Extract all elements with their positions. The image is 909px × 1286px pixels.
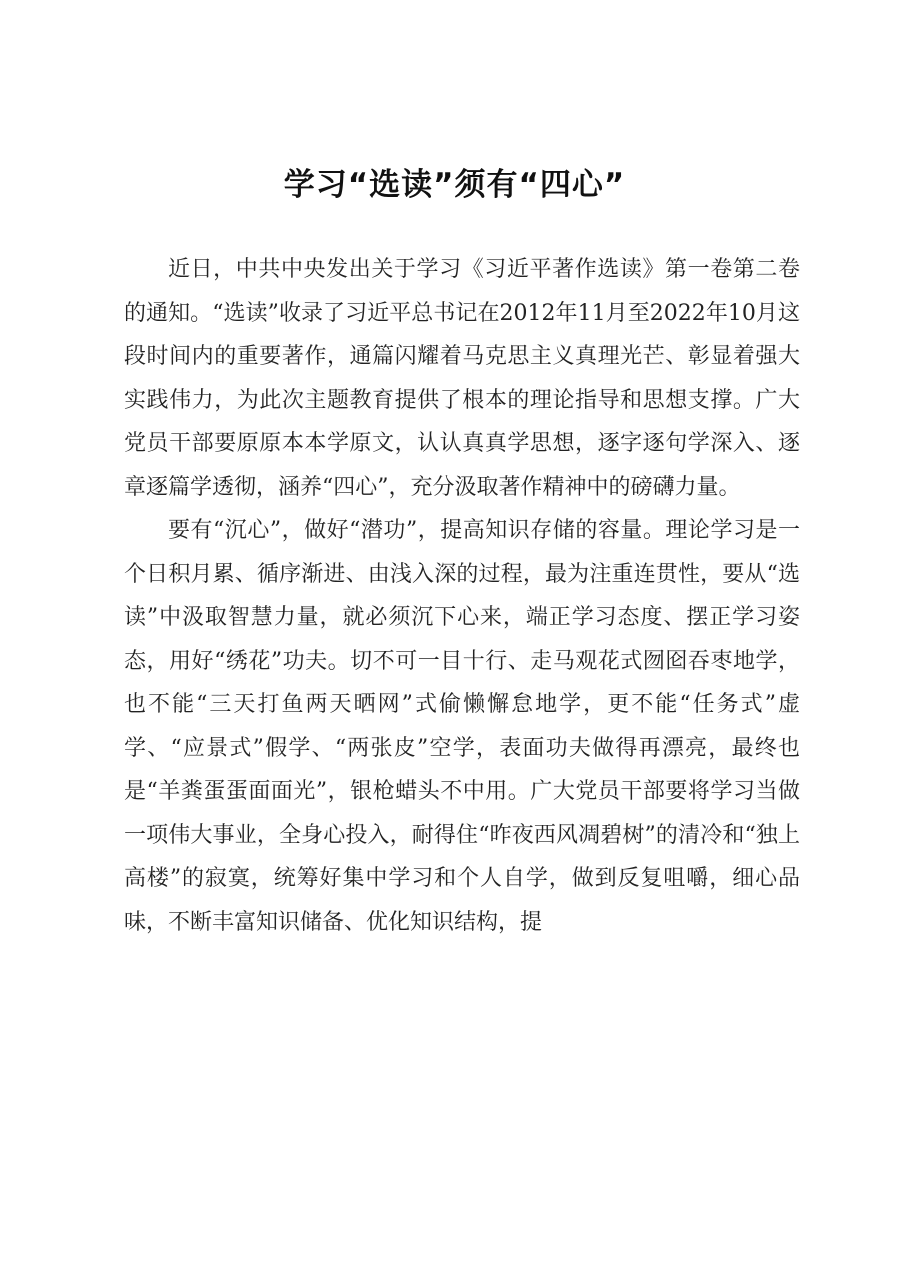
paragraph-intro: 近日，中共中央发出关于学习《习近平著作选读》第一卷第二卷的通知。“选读”收录了习近平总书记在2012年11月至2022年10月这段时间内的重要著作，通篇闪耀着马克思主义真理光芒、彰显着强大实践伟力，为此次主题教育提供了根本的理论指导和思想支撑。广大党员干部要原原本本学原文，认认真真学思想，逐字逐句学深入、逐章逐篇学透彻，涵养“四心”，充分汲取著作精神中的磅礴力量。 — [124, 257, 800, 500]
document-body — [124, 248, 800, 944]
document-title: 学习“选读”须有“四心” — [283, 167, 626, 203]
paragraph-chenxin: 要有“沉心”，做好“潜功”，提高知识存储的容量。理论学习是一个日积月累、循序渐进、由浅入深的过程，最为注重连贯性，要从“选读”中汲取智慧力量，就必须沉下心来，端正学习态度、摆正学习姿态，用好“绣花”功夫。切不可一目十行、走马观花式囫囵吞枣地学，也不能“三天打鱼两天晒网”式偷懒懈怠地学，更不能“任务式”虚学、“应景式”假学、“两张皮”空学，表面功夫做得再漂亮，最终也是“羊粪蛋蛋面面光”，银枪蜡头不中用。广大党员干部要将学习当做一项伟大事业，全身心投入，耐得住“昨夜西风凋碧树”的清冷和“独上高楼”的寂寞，统筹好集中学习和个人自学，做到反复咀嚼，细心品味，不断丰富知识储备、优化知识结构，提 — [124, 518, 800, 935]
